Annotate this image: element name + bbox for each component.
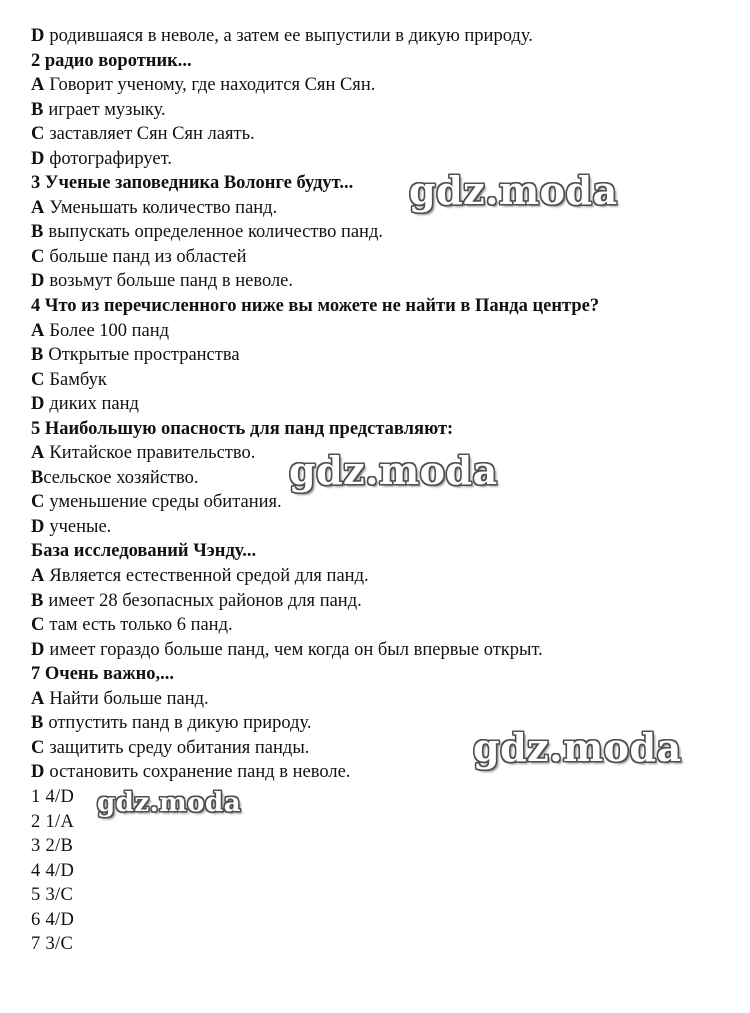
- answer-key-line: 4 4/D: [31, 860, 75, 881]
- answer-option: [31, 564, 731, 589]
- option-letter: D: [31, 516, 45, 537]
- question-heading: 5 Наибольшую опасность для панд представляют:: [31, 418, 454, 439]
- answer-option: [31, 687, 731, 712]
- option-letter: B: [31, 713, 44, 734]
- option-text: Является естественной средой для панд.: [49, 566, 369, 587]
- option-letter: C: [31, 492, 45, 513]
- option-text: родившаяся в неволе, а затем ее выпустили в дикую природу.: [49, 26, 533, 46]
- answer-option: [31, 343, 731, 368]
- answer-option: [31, 613, 731, 638]
- option-text: сельское хозяйство.: [43, 467, 199, 488]
- answer-option: [31, 515, 731, 540]
- option-letter: C: [31, 737, 45, 758]
- option-text: выпускать определенное количество панд.: [48, 222, 383, 243]
- option-text: Говорит ученому, где находится Сян Сян.: [49, 75, 376, 96]
- option-text: Китайское правительство.: [49, 443, 256, 464]
- option-letter: B: [31, 467, 44, 488]
- option-letter: C: [31, 615, 45, 636]
- option-text: диких панд: [49, 394, 139, 415]
- option-letter: A: [31, 688, 45, 709]
- option-letter: D: [31, 271, 45, 292]
- option-letter: B: [31, 590, 44, 611]
- option-text: Открытые пространства: [48, 345, 240, 366]
- option-text: защитить среду обитания панды.: [49, 737, 310, 758]
- answer-option: [31, 73, 731, 98]
- option-text: Найти больше панд.: [49, 688, 209, 709]
- option-letter: C: [31, 369, 45, 390]
- option-letter: A: [31, 75, 45, 96]
- answer-option: [31, 147, 731, 172]
- option-text: остановить сохранение панд в неволе.: [49, 762, 351, 783]
- answer-key-line: 2 1/A: [31, 811, 75, 832]
- answer-option: [31, 196, 731, 221]
- answer-key-line: 1 4/D: [31, 786, 75, 807]
- option-text: имеет 28 безопасных районов для панд.: [48, 590, 362, 611]
- option-letter: A: [31, 197, 45, 218]
- option-text: больше панд из областей: [49, 246, 247, 267]
- option-text: отпустить панд в дикую природу.: [48, 713, 312, 734]
- answer-option: [31, 245, 731, 270]
- watermark: gdz.moda: [409, 168, 618, 213]
- option-letter: D: [31, 639, 45, 660]
- option-text: заставляет Сян Сян лаять.: [49, 124, 255, 145]
- option-letter: A: [31, 443, 45, 464]
- question-heading: 3 Ученые заповедника Волонге будут...: [31, 173, 354, 194]
- option-text: Уменьшать количество панд.: [49, 197, 278, 218]
- option-text: уменьшение среды обитания.: [49, 492, 282, 513]
- option-letter: D: [31, 762, 45, 783]
- answer-option: [31, 220, 731, 245]
- answer-key-line: 3 2/B: [31, 836, 74, 857]
- option-text: фотографирует.: [49, 148, 172, 169]
- answer-option: [31, 122, 731, 147]
- option-letter: D: [31, 148, 45, 169]
- option-letter: B: [31, 222, 44, 243]
- option-text: там есть только 6 панд.: [49, 615, 233, 636]
- option-letter: A: [31, 320, 45, 341]
- option-text: имеет гораздо больше панд, чем когда он был впервые открыт.: [49, 639, 543, 660]
- option-text: Бамбук: [49, 369, 107, 390]
- answer-option: [31, 24, 731, 49]
- question-heading: 7 Очень важно,...: [31, 664, 175, 685]
- watermark: gdz.moda: [473, 725, 682, 770]
- question-heading: 4 Что из перечисленного ниже вы можете не найти в Панда центре?: [31, 296, 600, 317]
- watermark: gdz.moda: [97, 788, 242, 818]
- answer-option: [31, 368, 731, 393]
- question-heading: База исследований Чэнду...: [31, 541, 257, 562]
- answer-option: [31, 98, 731, 123]
- watermark: gdz.moda: [289, 448, 498, 493]
- answer-key-line: 5 3/C: [31, 885, 74, 906]
- answer-option: [31, 638, 731, 663]
- option-text: играет музыку.: [48, 99, 166, 120]
- option-letter: C: [31, 124, 45, 145]
- option-letter: B: [31, 99, 44, 120]
- option-text: возьмут больше панд в неволе.: [49, 271, 294, 292]
- option-letter: D: [31, 394, 45, 415]
- option-letter: A: [31, 566, 45, 587]
- answer-key-line: 6 4/D: [31, 909, 75, 930]
- answer-option: [31, 490, 731, 515]
- option-letter: B: [31, 345, 44, 366]
- option-letter: C: [31, 246, 45, 267]
- option-text: Более 100 панд: [49, 320, 170, 341]
- question-heading: 2 радио воротник...: [31, 50, 192, 71]
- answer-key-line: 7 3/C: [31, 934, 74, 955]
- answer-option: [31, 269, 731, 294]
- answer-option: [31, 319, 731, 344]
- option-letter: D: [31, 26, 45, 46]
- answer-option: [31, 589, 731, 614]
- option-text: ученые.: [49, 516, 112, 537]
- answer-option: [31, 392, 731, 417]
